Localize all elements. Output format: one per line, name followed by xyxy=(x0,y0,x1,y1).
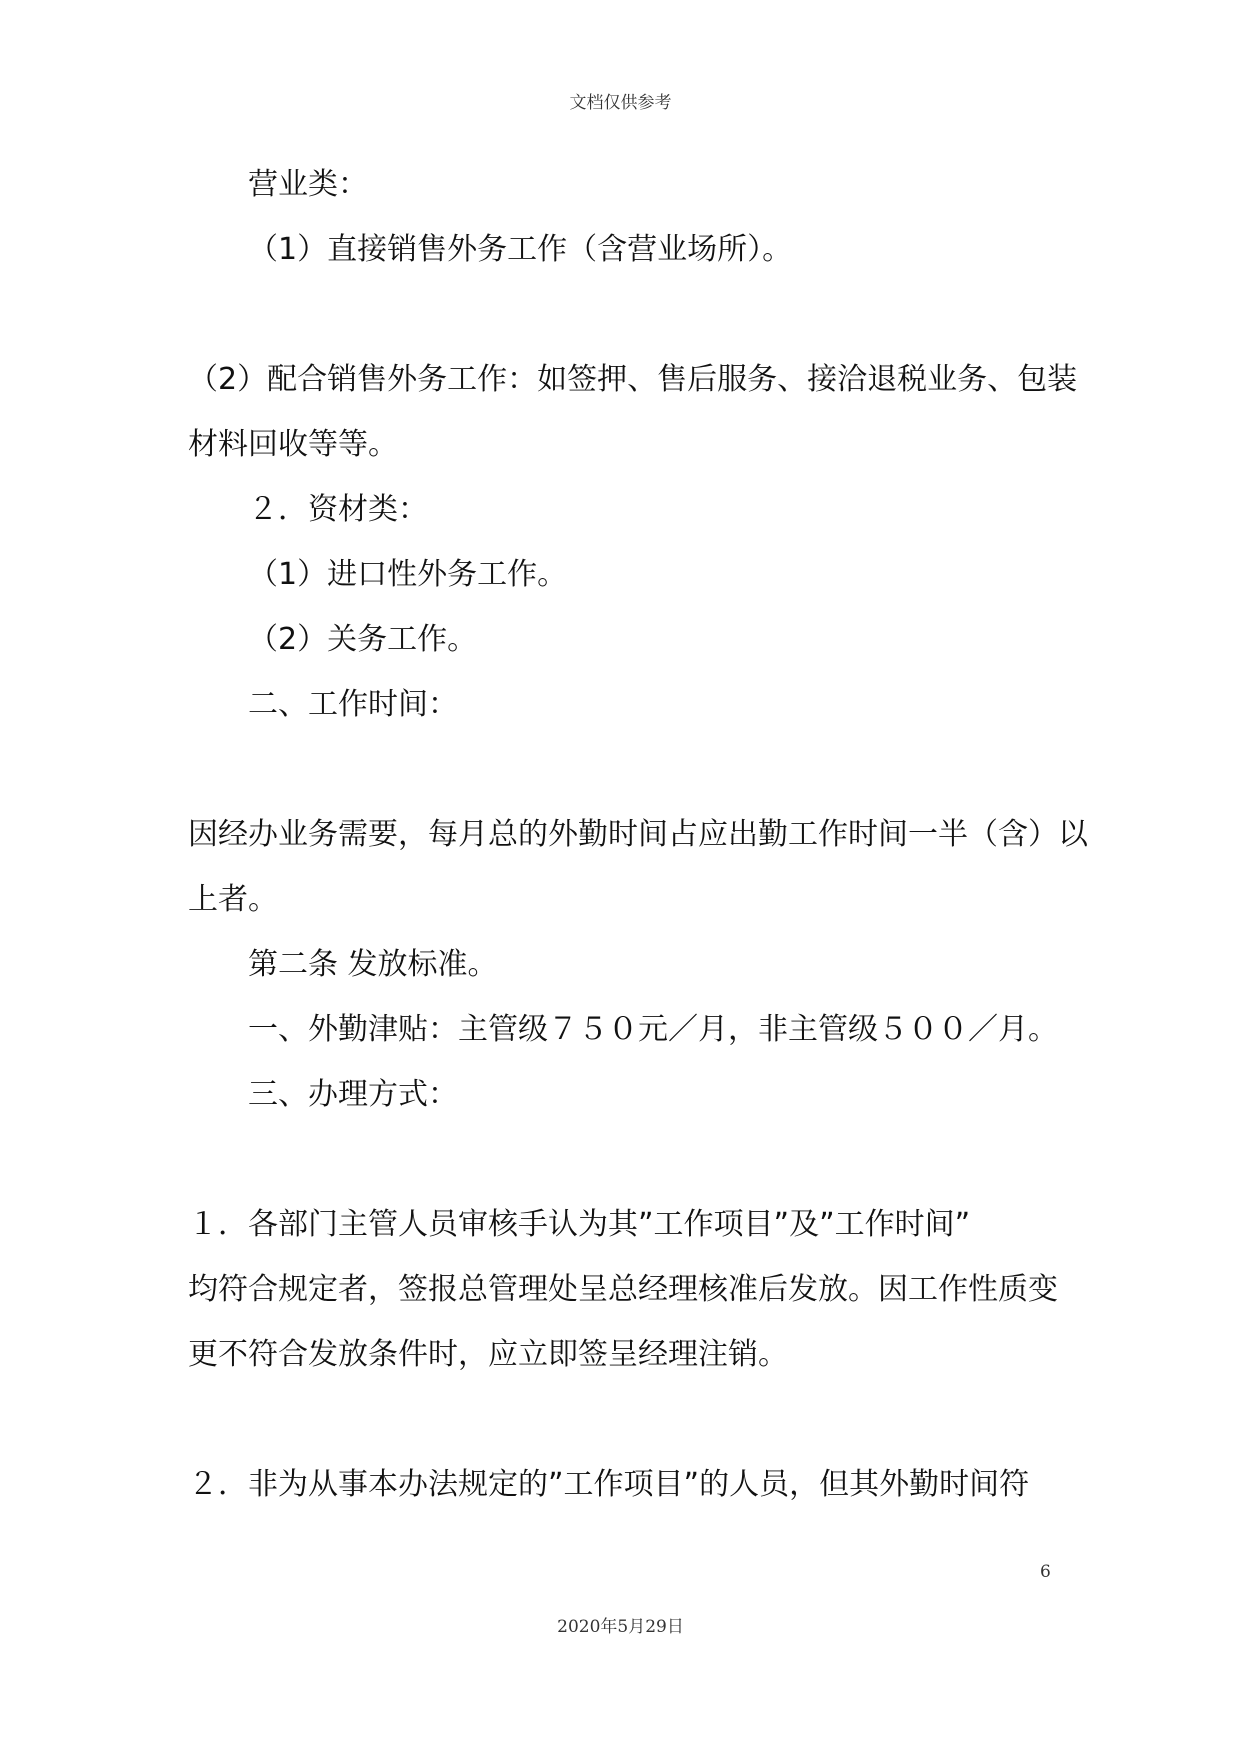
page-footer-date: 2020年5月29日 xyxy=(557,1617,684,1637)
body-line-3: （2）配合销售外务工作：如签押、售后服务、接洽退税业务、包装 xyxy=(188,362,1078,397)
body-line-15: 均符合规定者，签报总管理处呈总经理核准后发放。因工作性质变 xyxy=(188,1272,1058,1307)
body-line-13: 三、办理方式： xyxy=(248,1077,458,1112)
body-line-4: 材料回收等等。 xyxy=(188,427,398,462)
body-line-12: 一、外勤津贴：主管级７５０元／月，非主管级５００／月。 xyxy=(248,1012,1058,1047)
body-line-5: ２．资材类： xyxy=(248,492,428,527)
body-line-6: （1）进口性外务工作。 xyxy=(248,557,568,592)
body-line-1: 营业类： xyxy=(248,167,368,202)
body-line-8: 二、工作时间： xyxy=(248,687,458,722)
body-line-16: 更不符合发放条件时，应立即签呈经理注销。 xyxy=(188,1337,788,1372)
page-header: 文档仅供参考 xyxy=(569,93,672,113)
body-line-14: １．各部门主管人员审核手认为其”工作项目”及”工作时间” xyxy=(188,1207,971,1242)
body-line-17: ２．非为从事本办法规定的”工作项目”的人员，但其外勤时间符 xyxy=(188,1467,1030,1502)
body-line-7: （2）关务工作。 xyxy=(248,622,478,657)
body-line-9: 因经办业务需要，每月总的外勤时间占应出勤工作时间一半（含）以 xyxy=(188,817,1088,852)
body-line-11: 第二条 发放标准。 xyxy=(248,947,498,982)
body-line-10: 上者。 xyxy=(188,882,278,917)
body-line-2: （1）直接销售外务工作（含营业场所）。 xyxy=(248,232,793,267)
page-number: 6 xyxy=(1040,1562,1051,1582)
